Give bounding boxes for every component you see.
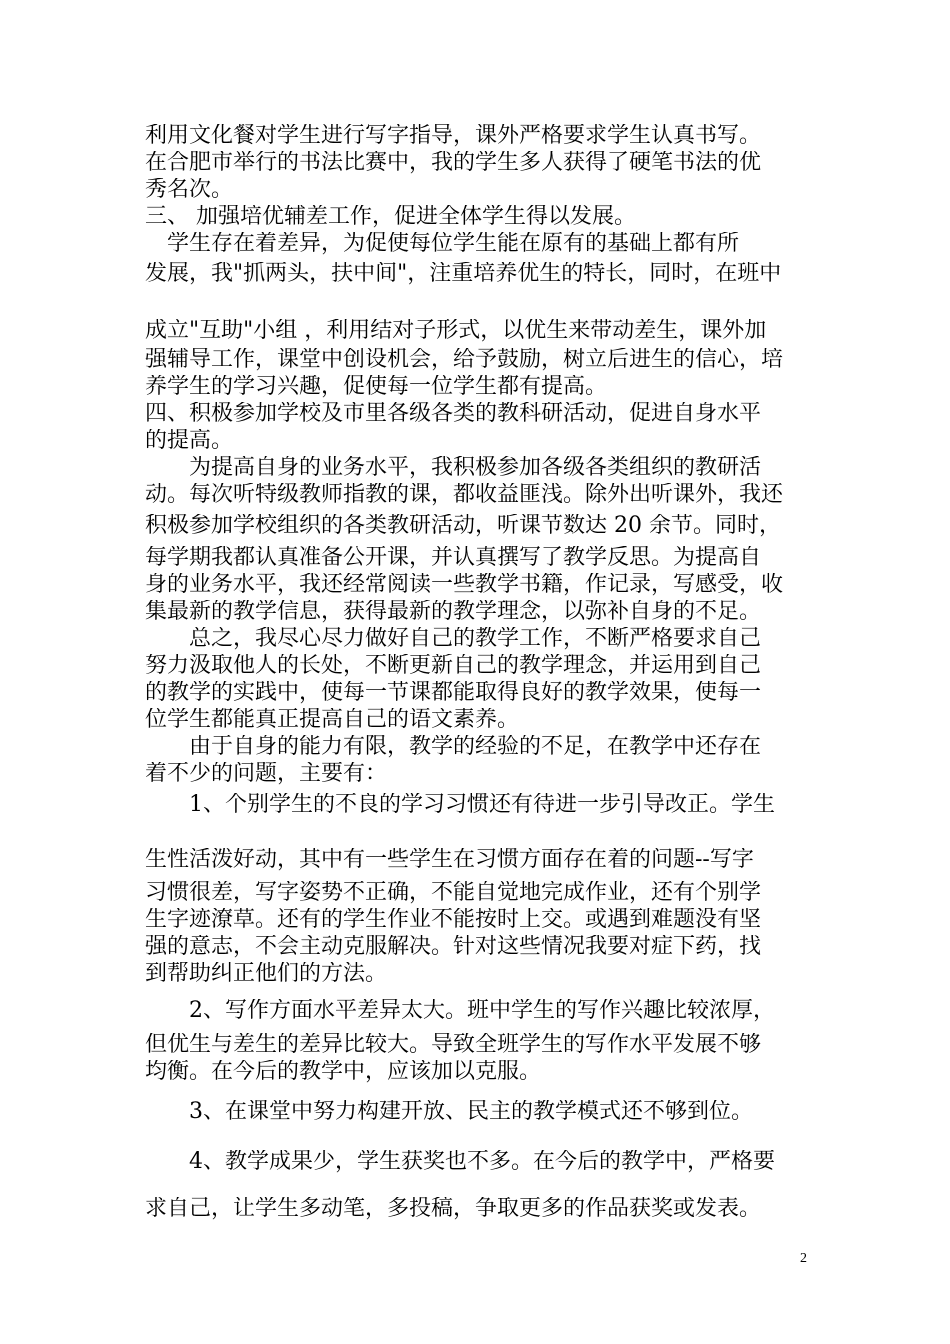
text-line: 生性活泼好动，其中有一些学生在习惯方面存在着的问题--写字 <box>145 848 754 872</box>
text-line: 每学期我都认真准备公开课，并认真撰写了教学反思。为提高自 <box>145 546 762 570</box>
text-line: 学生存在着差异，为促使每位学生能在原有的基础上都有所 <box>145 232 740 256</box>
section-heading: 的提高。 <box>145 429 234 453</box>
text-line: 秀名次。 <box>145 178 234 202</box>
text-line: 的教学的实践中，使每一节课都能取得良好的教学效果，使每一 <box>145 681 762 705</box>
text-line: 但优生与差生的差异比较大。导致全班学生的写作水平发展不够 <box>145 1033 762 1057</box>
text-line: 成立"互助"小组 ，利用结对子形式，以优生来带动差生，课外加 <box>145 319 767 343</box>
text-line: 集最新的教学信息，获得最新的教学理念，以弥补自身的不足。 <box>145 600 762 624</box>
list-item: 1、个别学生的不良的学习习惯还有待进一步引导改正。学生 <box>145 793 775 817</box>
text-line: 由于自身的能力有限，教学的经验的不足，在教学中还存在 <box>145 735 762 759</box>
section-heading: 三、 加强培优辅差工作，促进全体学生得以发展。 <box>145 205 636 229</box>
text-line: 强的意志，不会主动克服解决。针对这些情况我要对症下药，找 <box>145 935 762 959</box>
text-line: 习惯很差，写字姿势不正确，不能自觉地完成作业，还有个别学 <box>145 881 762 905</box>
text-line: 动。每次听特级教师指教的课，都收益匪浅。除外出听课外，我还 <box>145 483 784 507</box>
text-line: 努力汲取他人的长处，不断更新自己的教学理念，并运用到自己 <box>145 654 762 678</box>
text-line: 身的业务水平，我还经常阅读一些教学书籍，作记录，写感受，收 <box>145 573 784 597</box>
text-line: 求自己，让学生多动笔，多投稿，争取更多的作品获奖或发表。 <box>145 1197 762 1221</box>
text-line: 积极参加学校组织的各类教研活动，听课节数达 20 余节。同时， <box>145 514 781 538</box>
text-line: 发展，我"抓两头，扶中间"，注重培养优生的特长，同时，在班中 <box>145 262 782 286</box>
page-number: 2 <box>800 1251 807 1266</box>
section-heading: 四、积极参加学校及市里各级各类的教科研活动，促进自身水平 <box>145 402 762 426</box>
text-line: 着不少的问题，主要有： <box>145 762 388 786</box>
text-line: 在合肥市举行的书法比赛中，我的学生多人获得了硬笔书法的优 <box>145 151 762 175</box>
text-line: 位学生都能真正提高自己的语文素养。 <box>145 708 520 732</box>
text-line: 生字迹潦草。还有的学生作业不能按时上交。或遇到难题没有坚 <box>145 908 762 932</box>
text-line: 强辅导工作，课堂中创设机会，给予鼓励，树立后进生的信心，培 <box>145 348 784 372</box>
list-item: 3、在课堂中努力构建开放、民主的教学模式还不够到位。 <box>145 1100 753 1124</box>
list-item: 2、写作方面水平差异太大。班中学生的写作兴趣比较浓厚， <box>145 999 775 1023</box>
text-line: 为提高自身的业务水平，我积极参加各级各类组织的教研活 <box>145 456 762 480</box>
text-line: 利用文化餐对学生进行写字指导，课外严格要求学生认真书写。 <box>145 124 762 148</box>
text-line: 到帮助纠正他们的方法。 <box>145 962 388 986</box>
list-item: 4、教学成果少，学生获奖也不多。在今后的教学中，严格要 <box>145 1150 775 1174</box>
text-line: 均衡。在今后的教学中，应该加以克服。 <box>145 1060 542 1084</box>
text-line: 养学生的学习兴趣，促使每一位学生都有提高。 <box>145 375 608 399</box>
text-line: 总之，我尽心尽力做好自己的教学工作，不断严格要求自己 <box>145 627 762 651</box>
